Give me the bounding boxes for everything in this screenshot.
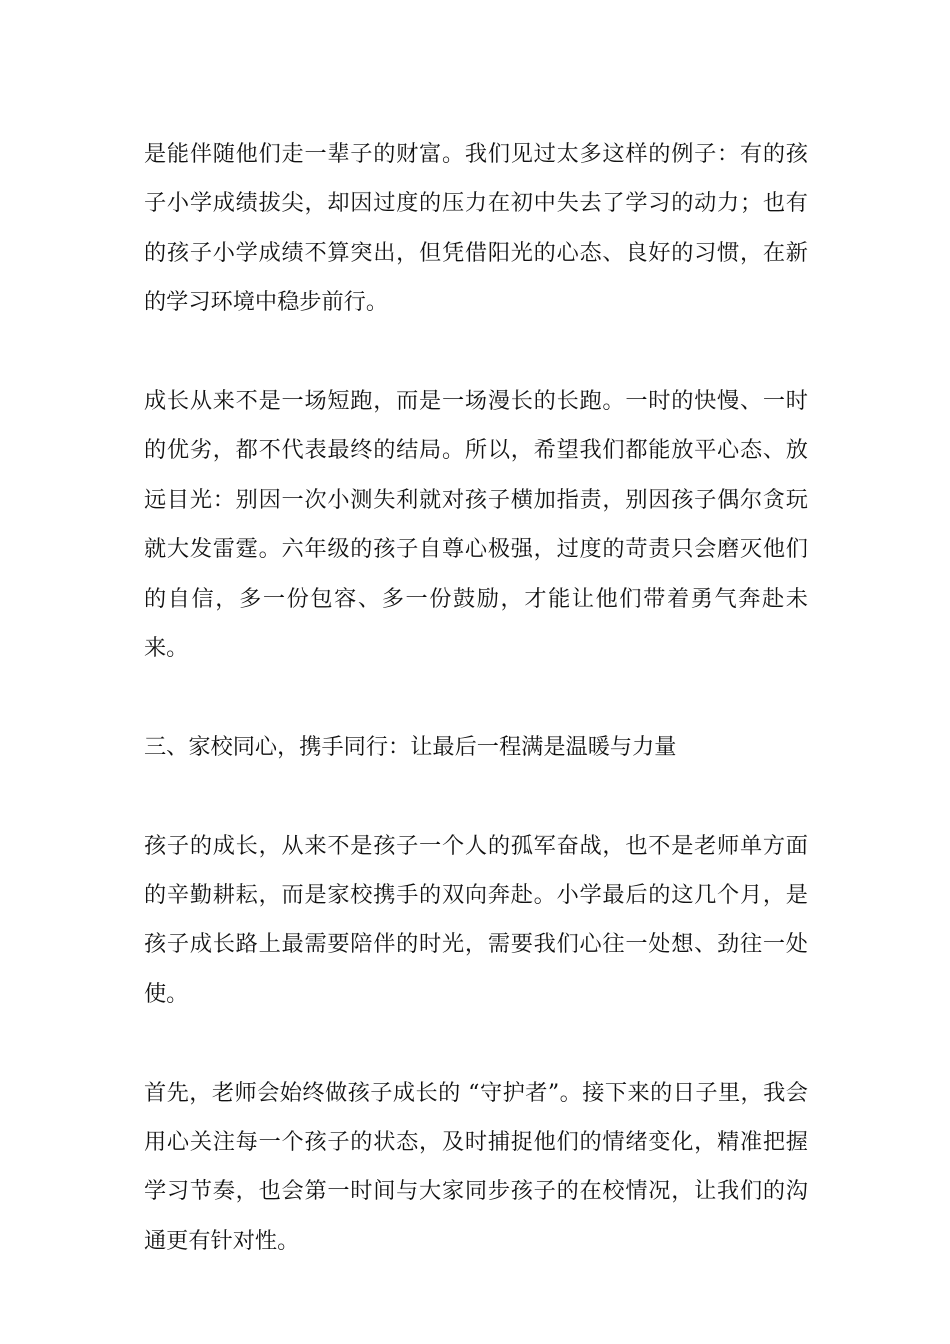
section-heading: 三、家校同心，携手同行：让最后一程满是温暖与力量 (144, 733, 677, 760)
document-body (144, 130, 808, 1266)
paragraph-3: 孩子的成长，从来不是孩子一个人的孤军奋战，也不是老师单方面的辛勤耕耘，而是家校携手的双向奔赴。小学最后的这几个月，是孩子成长路上最需要陪伴的时光，需要我们心往一处想、劲往一处使。 (144, 832, 808, 1007)
paragraph-spacer (144, 1019, 808, 1068)
paragraph-spacer (144, 673, 808, 722)
paragraph-spacer (144, 328, 808, 377)
paragraph-4: 首先，老师会始终做孩子成长的 “守护者”。接下来的日子里，我会用心关注每一个孩子的状态，及时捕捉他们的情绪变化，精准把握学习节奏，也会第一时间与大家同步孩子的在校情况，让我们的沟通更有针对性。 (144, 1079, 808, 1254)
paragraph-2: 成长从来不是一场短跑，而是一场漫长的长跑。一时的快慢、一时的优劣，都不代表最终的结局。所以，希望我们都能放平心态、放远目光：别因一次小测失利就对孩子横加指责，别因孩子偶尔贪玩就大发雷霆。六年级的孩子自尊心极强，过度的苛责只会磨灭他们的自信，多一份包容、多一份鼓励，才能让他们带着勇气奔赴未来。 (144, 388, 808, 662)
paragraph-1: 是能伴随他们走一辈子的财富。我们见过太多这样的例子：有的孩子小学成绩拔尖，却因过度的压力在初中失去了学习的动力；也有的孩子小学成绩不算突出，但凭借阳光的心态、良好的习惯，在新的学习环境中稳步前行。 (144, 141, 808, 316)
paragraph-spacer (144, 772, 808, 821)
